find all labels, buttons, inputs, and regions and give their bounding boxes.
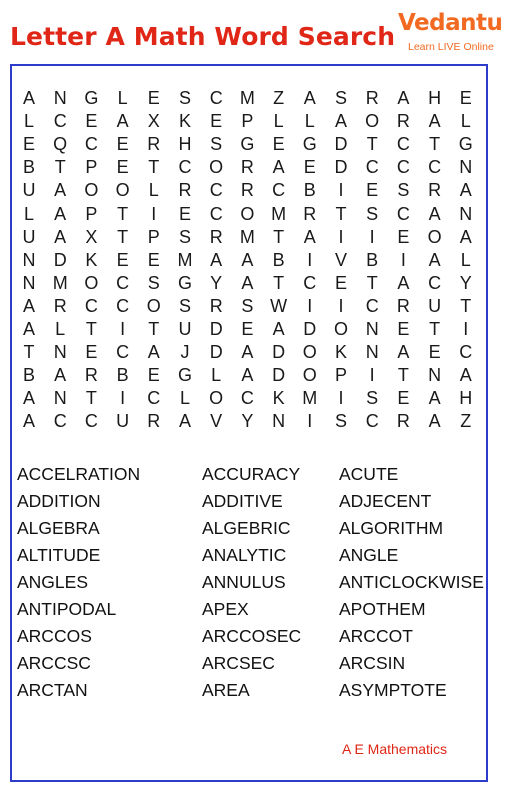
grid-cell: E: [272, 134, 285, 155]
grid-cell: U: [22, 226, 36, 247]
grid-cell: I: [307, 411, 313, 432]
grid-cell: C: [116, 295, 130, 316]
grid-cell: C: [396, 134, 410, 155]
grid-cell: A: [54, 180, 67, 201]
grid-cell: O: [365, 111, 380, 132]
grid-cell: U: [178, 319, 192, 339]
grid-cell: C: [53, 411, 67, 432]
grid-cell: S: [178, 88, 191, 108]
grid-cell: E: [116, 249, 129, 270]
grid-cell: A: [303, 88, 316, 108]
grid-cell: A: [459, 365, 472, 386]
grid-cell: A: [428, 388, 441, 409]
grid-cell: O: [240, 203, 255, 224]
grid-cell: C: [53, 111, 67, 132]
grid-cell: T: [148, 319, 160, 339]
grid-cell: A: [428, 249, 441, 270]
grid-cell: I: [307, 295, 313, 316]
grid-cell: E: [459, 88, 472, 108]
grid-cell: C: [396, 203, 410, 224]
grid-cell: E: [22, 134, 35, 155]
grid-cell: T: [460, 295, 472, 316]
logo-tagline: Learn LIVE Online: [408, 41, 494, 53]
grid-cell: R: [303, 203, 317, 224]
grid-cell: X: [147, 111, 160, 132]
word-list-item: ACUTE: [339, 464, 399, 484]
grid-cell: D: [334, 157, 348, 178]
grid-cell: E: [147, 365, 160, 386]
grid-cell: A: [241, 365, 254, 386]
grid-cell: L: [304, 111, 315, 132]
grid-cell: N: [459, 157, 473, 178]
grid-cell: L: [23, 203, 34, 224]
word-list-item: APOTHEM: [339, 599, 426, 619]
grid-cell: M: [239, 88, 255, 108]
grid-cell: C: [209, 180, 223, 201]
grid-cell: S: [334, 88, 347, 108]
word-list-item: ACCURACY: [202, 464, 301, 484]
grid-cell: A: [428, 411, 441, 432]
word-list-item: ARCCOS: [17, 626, 92, 646]
grid-cell: R: [396, 295, 410, 316]
grid-cell: A: [459, 180, 472, 201]
grid-cell: H: [178, 134, 192, 155]
grid-cell: U: [116, 411, 130, 432]
grid-cell: A: [428, 111, 441, 132]
grid-cell: L: [211, 365, 222, 386]
grid-cell: E: [147, 249, 160, 270]
grid-cell: A: [272, 157, 285, 178]
grid-cell: S: [397, 180, 410, 201]
word-list-item: ARCSIN: [339, 653, 406, 673]
grid-cell: O: [115, 180, 130, 201]
grid-cell: O: [146, 295, 161, 316]
word-list-item: ACCELRATION: [17, 464, 141, 484]
grid-cell: T: [148, 157, 160, 178]
word-list-item: ANGLES: [17, 572, 88, 592]
grid-cell: L: [117, 88, 128, 108]
grid-cell: E: [85, 111, 98, 132]
word-list-item: ANALYTIC: [202, 545, 287, 565]
grid-cell: B: [22, 157, 35, 178]
grid-cell: Z: [460, 411, 472, 432]
grid-cell: J: [180, 342, 190, 363]
grid-cell: Z: [273, 88, 285, 108]
grid-cell: G: [302, 134, 317, 155]
grid-cell: R: [84, 365, 98, 386]
grid-cell: C: [116, 342, 130, 363]
grid-cell: E: [116, 134, 129, 155]
logo-wordmark: Vedantu: [398, 10, 503, 36]
grid-cell: M: [239, 226, 255, 247]
grid-cell: P: [241, 111, 254, 132]
grid-cell: E: [210, 111, 223, 132]
grid-cell: R: [209, 226, 223, 247]
grid-cell: G: [84, 88, 99, 108]
grid-cell: L: [460, 111, 471, 132]
grid-cell: C: [178, 157, 192, 178]
grid-cell: N: [459, 203, 473, 224]
grid-cell: S: [334, 411, 347, 432]
grid-cell: H: [459, 388, 473, 409]
grid-cell: T: [366, 134, 378, 155]
grid-cell: S: [147, 272, 160, 293]
grid-cell: B: [366, 249, 379, 270]
grid-cell: W: [270, 295, 288, 316]
grid-cell: A: [210, 249, 223, 270]
grid-cell: B: [303, 180, 316, 201]
grid-cell: I: [369, 365, 375, 386]
grid-cell: M: [177, 249, 193, 270]
grid-cell: E: [397, 226, 410, 247]
grid-cell: A: [147, 342, 160, 363]
grid-cell: U: [428, 295, 442, 316]
grid-cell: A: [116, 111, 129, 132]
grid-cell: C: [365, 295, 379, 316]
grid-cell: V: [334, 249, 347, 270]
grid-cell: C: [365, 411, 379, 432]
grid-cell: G: [458, 134, 473, 155]
word-list-item: ASYMPTOTE: [339, 680, 447, 700]
grid-cell: C: [209, 88, 223, 108]
grid-cell: E: [147, 88, 160, 108]
grid-cell: E: [85, 342, 98, 363]
grid-cell: I: [338, 226, 344, 247]
grid-cell: N: [53, 342, 67, 363]
grid-cell: I: [120, 388, 126, 409]
grid-cell: V: [210, 411, 223, 432]
grid-cell: E: [178, 203, 191, 224]
grid-cell: N: [365, 319, 379, 339]
word-list-item: ALGEBRA: [17, 518, 100, 538]
word-list-item: ARCSEC: [202, 653, 275, 673]
grid-cell: I: [338, 388, 344, 409]
grid-cell: C: [365, 157, 379, 178]
grid-cell: Y: [241, 411, 254, 432]
word-list-item: ANGLE: [339, 545, 399, 565]
grid-cell: P: [334, 365, 347, 386]
grid-cell: T: [366, 272, 378, 293]
grid-cell: D: [53, 249, 67, 270]
grid-cell: T: [117, 226, 129, 247]
grid-cell: A: [241, 342, 254, 363]
grid-cell: T: [429, 319, 441, 339]
grid-cell: I: [151, 203, 157, 224]
grid-cell: T: [335, 203, 347, 224]
grid-cell: E: [116, 157, 129, 178]
grid-cell: S: [178, 295, 191, 316]
grid-cell: C: [209, 203, 223, 224]
grid-cell: C: [147, 388, 161, 409]
grid-cell: C: [428, 157, 442, 178]
grid-cell: S: [366, 203, 379, 224]
grid-cell: D: [303, 319, 317, 339]
grid-cell: X: [85, 226, 98, 247]
word-list-item: ALGEBRIC: [202, 518, 291, 538]
grid-cell: A: [397, 272, 410, 293]
grid-cell: M: [302, 388, 318, 409]
grid-cell: R: [53, 295, 67, 316]
word-list-item: ARCCSC: [17, 653, 91, 673]
grid-cell: M: [271, 203, 287, 224]
grid-cell: O: [84, 272, 99, 293]
grid-cell: N: [22, 272, 36, 293]
grid-cell: A: [54, 365, 67, 386]
grid-cell: I: [463, 319, 469, 339]
grid-cell: E: [397, 388, 410, 409]
grid-cell: G: [240, 134, 255, 155]
grid-cell: H: [428, 88, 442, 108]
grid-cell: P: [85, 203, 98, 224]
grid-cell: N: [272, 411, 286, 432]
grid-cell: L: [460, 249, 471, 270]
grid-cell: N: [22, 249, 36, 270]
grid-cell: A: [54, 226, 67, 247]
grid-cell: R: [147, 411, 161, 432]
grid-cell: Q: [53, 134, 68, 155]
grid-cell: D: [272, 342, 286, 363]
grid-cell: C: [240, 388, 254, 409]
grid-cell: C: [84, 411, 98, 432]
grid-cell: C: [459, 342, 473, 363]
grid-cell: L: [23, 111, 34, 132]
grid-cell: L: [55, 319, 66, 339]
grid-cell: E: [397, 319, 410, 339]
word-list-item: ANNULUS: [202, 572, 286, 592]
word-list-item: ADDITION: [17, 491, 101, 511]
word-list-item: ADDITIVE: [202, 491, 283, 511]
grid-cell: A: [241, 272, 254, 293]
grid-cell: B: [272, 249, 285, 270]
grid-cell: R: [396, 411, 410, 432]
grid-cell: A: [178, 411, 191, 432]
grid-cell: A: [428, 203, 441, 224]
grid-cell: O: [427, 226, 442, 247]
word-list-item: ALGORITHM: [339, 518, 444, 538]
grid-cell: R: [365, 88, 379, 108]
grid-cell: C: [84, 134, 98, 155]
grid-cell: A: [241, 249, 254, 270]
grid-cell: I: [369, 226, 375, 247]
grid-cell: C: [272, 180, 286, 201]
word-list-item: ARCCOT: [339, 626, 413, 646]
grid-cell: R: [396, 111, 410, 132]
grid-cell: D: [334, 134, 348, 155]
grid-cell: P: [85, 157, 98, 178]
word-list-item: AREA: [202, 680, 250, 700]
grid-cell: R: [240, 157, 254, 178]
grid-cell: R: [240, 180, 254, 201]
grid-cell: E: [303, 157, 316, 178]
grid-cell: K: [85, 249, 98, 270]
grid-cell: A: [22, 295, 35, 316]
grid-cell: O: [84, 180, 99, 201]
grid-cell: T: [117, 203, 129, 224]
grid-cell: C: [116, 272, 130, 293]
grid-cell: D: [209, 319, 223, 339]
word-list-item: ANTIPODAL: [17, 599, 117, 619]
grid-cell: A: [22, 319, 35, 339]
word-list-item: ARCCOSEC: [202, 626, 302, 646]
grid-cell: E: [428, 342, 441, 363]
grid-cell: O: [209, 157, 224, 178]
grid-cell: D: [272, 365, 286, 386]
grid-cell: E: [366, 180, 379, 201]
grid-cell: P: [147, 226, 160, 247]
grid-cell: G: [177, 272, 192, 293]
grid-cell: B: [116, 365, 129, 386]
grid-cell: A: [272, 319, 285, 339]
grid-cell: K: [178, 111, 191, 132]
grid-cell: C: [303, 272, 317, 293]
word-list-item: ADJECENT: [339, 491, 432, 511]
grid-cell: E: [241, 319, 254, 339]
grid-cell: T: [429, 134, 441, 155]
grid-cell: A: [22, 88, 35, 108]
grid-cell: M: [52, 272, 68, 293]
grid-cell: N: [53, 88, 67, 108]
grid-cell: T: [54, 157, 66, 178]
grid-cell: B: [22, 365, 35, 386]
grid-cell: L: [179, 388, 190, 409]
grid-cell: R: [428, 180, 442, 201]
grid-cell: T: [273, 272, 285, 293]
grid-cell: I: [400, 249, 406, 270]
grid-cell: T: [397, 365, 409, 386]
grid-cell: O: [302, 365, 317, 386]
grid-cell: T: [85, 388, 97, 409]
word-list-item: APEX: [202, 599, 249, 619]
grid-cell: I: [120, 319, 126, 339]
grid-cell: R: [178, 180, 192, 201]
grid-cell: T: [85, 319, 97, 339]
grid-cell: O: [209, 388, 224, 409]
grid-cell: K: [272, 388, 285, 409]
grid-cell: T: [23, 342, 35, 363]
grid-cell: Y: [210, 272, 223, 293]
grid-cell: L: [148, 180, 159, 201]
grid-cell: I: [307, 249, 313, 270]
grid-cell: A: [397, 342, 410, 363]
grid-cell: A: [22, 411, 35, 432]
grid-cell: K: [334, 342, 347, 363]
page-title: Letter A Math Word Search: [10, 22, 396, 51]
grid-cell: E: [334, 272, 347, 293]
grid-cell: S: [210, 134, 223, 155]
word-list-item: ARCTAN: [17, 680, 88, 700]
grid-cell: N: [428, 365, 442, 386]
grid-cell: U: [22, 180, 36, 201]
grid-cell: Y: [459, 272, 472, 293]
grid-cell: T: [273, 226, 285, 247]
grid-cell: A: [397, 88, 410, 108]
grid-cell: C: [84, 295, 98, 316]
grid-cell: R: [147, 134, 161, 155]
grid-cell: R: [209, 295, 223, 316]
word-list-item: ANTICLOCKWISE: [339, 572, 484, 592]
grid-cell: I: [338, 295, 344, 316]
grid-cell: L: [273, 111, 284, 132]
grid-cell: N: [53, 388, 67, 409]
grid-cell: C: [396, 157, 410, 178]
grid-cell: A: [22, 388, 35, 409]
grid-cell: A: [334, 111, 347, 132]
word-list-item: ALTITUDE: [17, 545, 101, 565]
grid-cell: A: [303, 226, 316, 247]
grid-cell: G: [177, 365, 192, 386]
grid-cell: O: [302, 342, 317, 363]
grid-cell: S: [241, 295, 254, 316]
grid-cell: C: [428, 272, 442, 293]
grid-cell: I: [338, 180, 344, 201]
grid-cell: A: [459, 226, 472, 247]
grid-cell: S: [366, 388, 379, 409]
grid-cell: A: [54, 203, 67, 224]
grid-cell: O: [333, 319, 348, 339]
footer-label: A E Mathematics: [342, 741, 448, 757]
grid-cell: S: [178, 226, 191, 247]
grid-cell: N: [365, 342, 379, 363]
grid-cell: D: [209, 342, 223, 363]
